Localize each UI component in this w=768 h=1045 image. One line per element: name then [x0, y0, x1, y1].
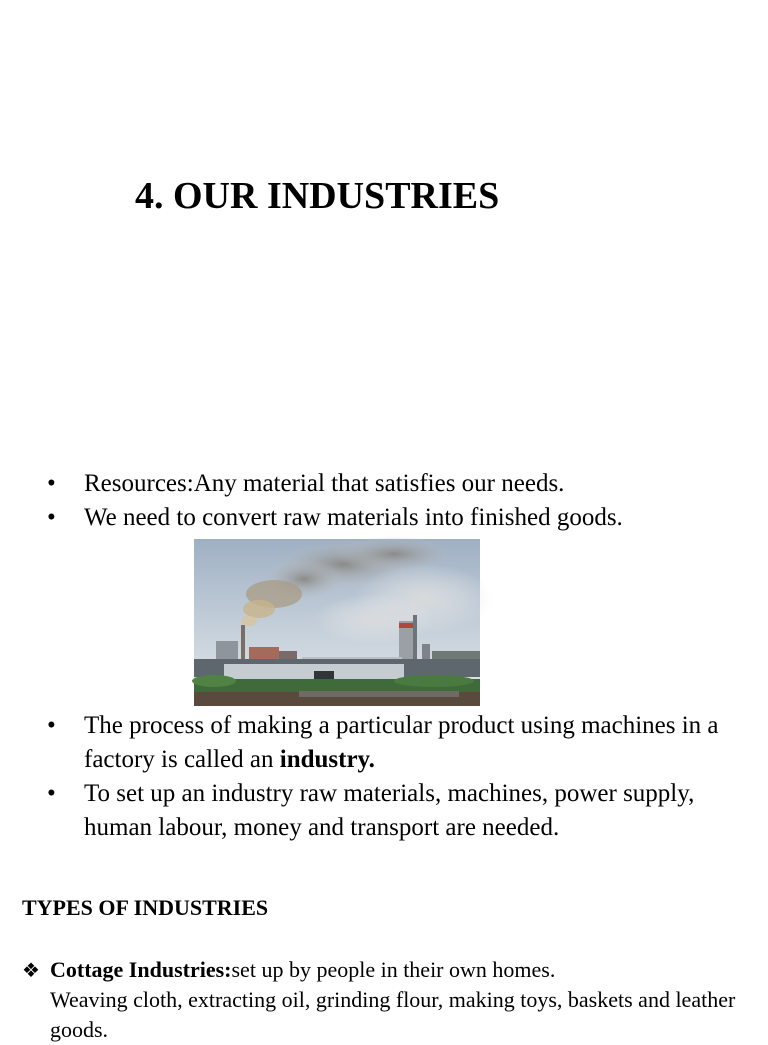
intro-bullet-list — [0, 467, 768, 535]
section-heading: TYPES OF INDUSTRIES — [22, 895, 269, 920]
list-item — [0, 709, 768, 777]
bullet-text: To set up an industry raw materials, machines, power supply, human labour, money and transport are needed. — [84, 780, 695, 841]
bullet-text: The process of making a particular product using machines in a factory is called an — [84, 712, 719, 773]
cottage-industries-item — [22, 955, 762, 1045]
list-item — [0, 777, 768, 845]
cottage-term: Cottage Industries: — [50, 957, 232, 982]
cottage-definition: set up by people in their own homes. — [231, 957, 556, 982]
page-title: 4. OUR INDUSTRIES — [135, 175, 500, 217]
list-item — [0, 501, 768, 535]
factory-image — [194, 539, 480, 706]
bullet-text: Resources:Any material that satisfies our needs. — [84, 470, 565, 497]
list-item — [0, 467, 768, 501]
industry-bullet-list — [0, 709, 768, 845]
diamond-bullet-icon: ❖ — [22, 958, 40, 982]
bullet-text: We need to convert raw materials into finished goods. — [84, 504, 623, 531]
cottage-examples: Weaving cloth, extracting oil, grinding flour, making toys, baskets and leather goods. — [50, 987, 736, 1042]
industry-term: industry. — [279, 746, 375, 773]
